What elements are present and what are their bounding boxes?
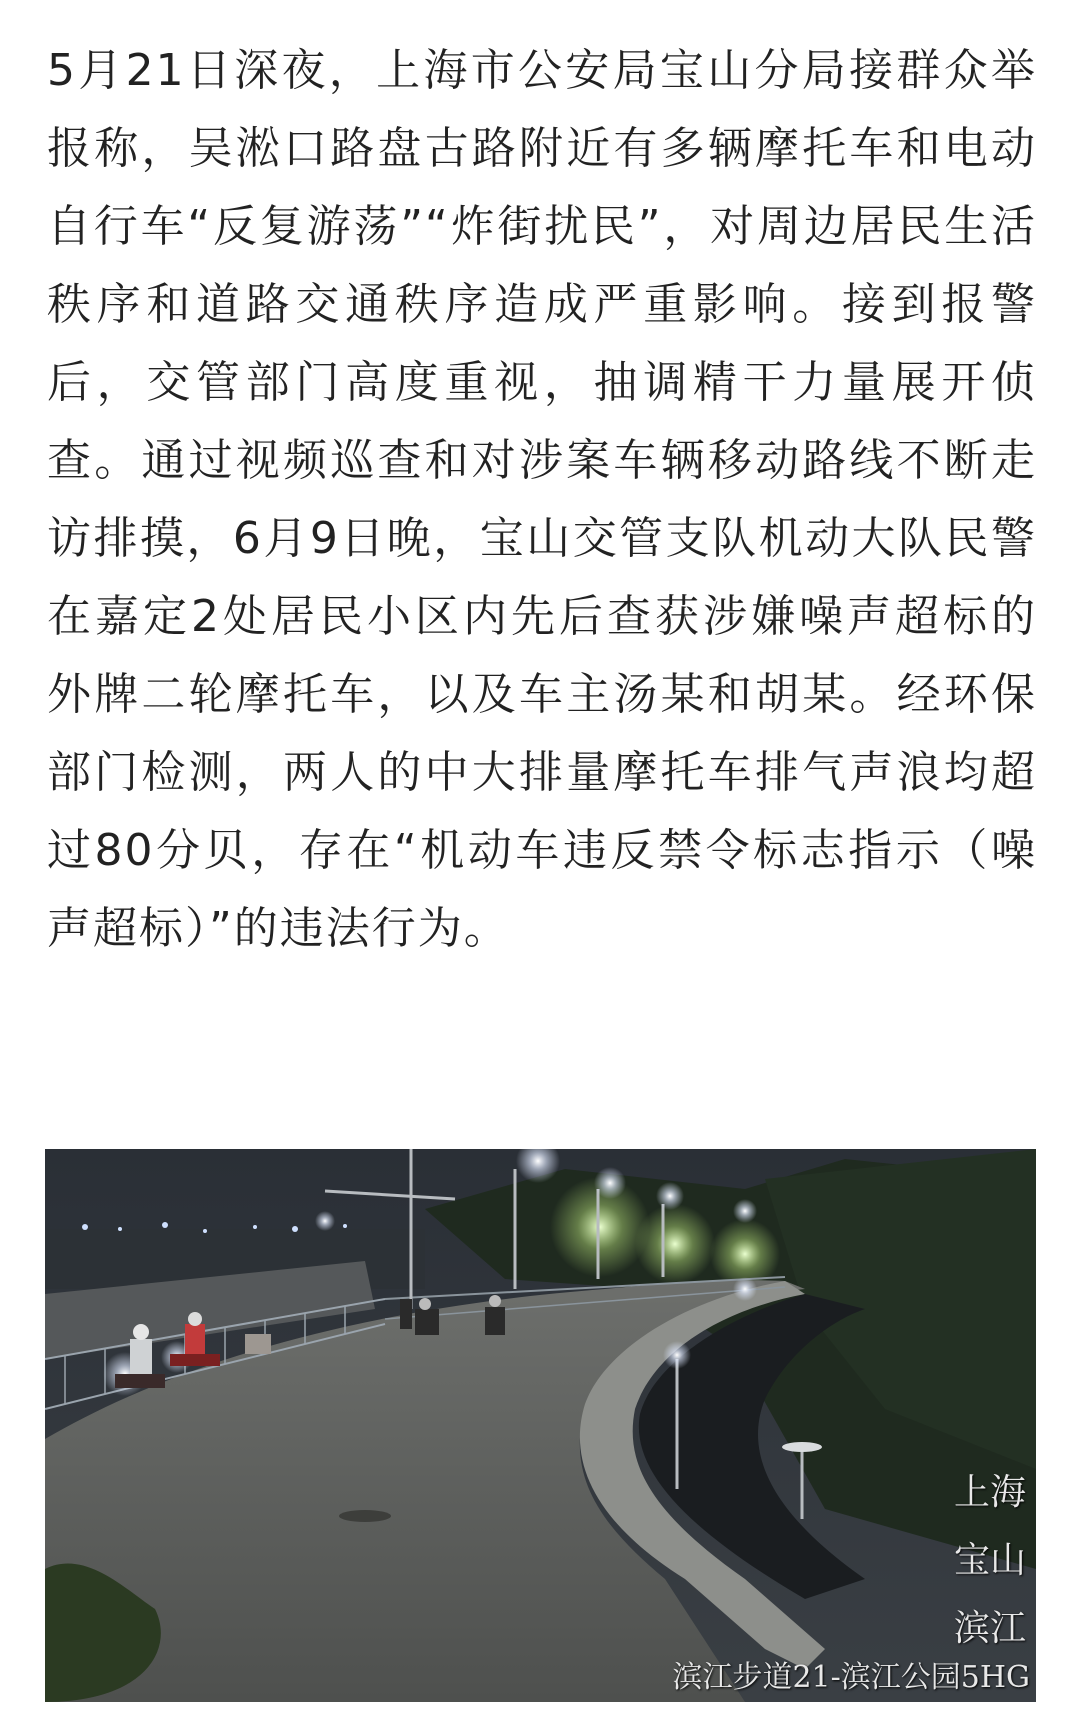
night-scene-illustration xyxy=(45,1149,1036,1702)
photo-watermark-camera: 滨江步道21-滨江公园5HG xyxy=(672,1660,1030,1695)
watermark-line: 上海 xyxy=(953,1472,1026,1513)
article-paragraph: 5月21日深夜，上海市公安局宝山分局接群众举报称，吴淞口路盘古路附近有多辆摩托车和电动自行车“反复游荡”“炸街扰民”，对周边居民生活秩序和道路交通秩序造成严重影响。接到报警后，交管部门高度重视，抽调精干力量展开侦查。通过视频巡查和对涉案车辆移动路线不断走访排摸，6月9日晚，宝山交管支队机动大队民警在嘉定2处居民小区内先后查获涉嫌噪声超标的外牌二轮摩托车，以及车主汤某和胡某。经环保部门检测，两人的中大排量摩托车排气声浪均超过80分贝，存在“机动车违反禁令标志指示（噪声超标）”的违法行为。 xyxy=(47,45,1037,954)
surveillance-photo xyxy=(45,1149,1036,1702)
watermark-line: 宝山 xyxy=(953,1540,1026,1581)
photo-watermark-location xyxy=(950,1459,1030,1663)
watermark-line: 滨江 xyxy=(953,1608,1026,1649)
